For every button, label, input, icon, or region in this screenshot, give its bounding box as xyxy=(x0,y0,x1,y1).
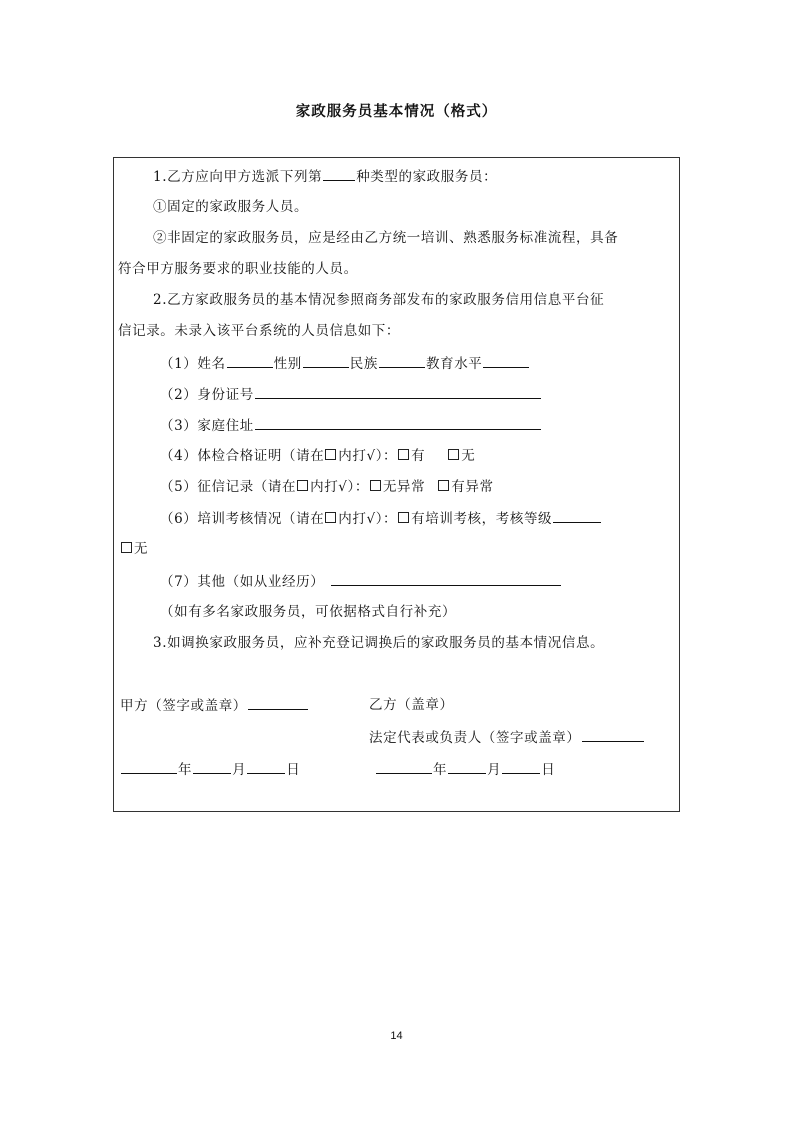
training-label: （6）培训考核情况（请在 xyxy=(160,511,325,527)
month-label: 月 xyxy=(487,762,502,778)
party-b-date xyxy=(375,759,555,780)
credit-normal-label: 无异常 xyxy=(382,479,426,495)
party-a-day-field[interactable] xyxy=(247,759,285,774)
year-label: 年 xyxy=(433,762,448,778)
health-label-suffix: 内打√）： xyxy=(338,448,398,464)
legal-rep-signature xyxy=(369,727,645,748)
credit-abnormal-checkbox[interactable] xyxy=(438,480,449,491)
line-training xyxy=(160,508,602,529)
training-yes-label: 有培训考核，考核等级 xyxy=(411,511,553,527)
name-label: （1）姓名 xyxy=(160,356,226,372)
line-note: （如有多名家政服务员，可依据格式自行补充） xyxy=(160,604,457,620)
health-label: （4）体检合格证明（请在 xyxy=(160,448,325,464)
credit-label-suffix: 内打√）： xyxy=(310,479,369,495)
party-a-signature xyxy=(120,695,309,716)
party-a-date xyxy=(120,759,300,780)
health-yes-label: 有 xyxy=(411,448,426,464)
id-label: （2）身份证号 xyxy=(160,387,254,403)
party-b-month-field[interactable] xyxy=(448,759,486,774)
line-nonfixed: ②非固定的家政服务员，应是经由乙方统一培训、熟悉服务标准流程，具备 xyxy=(153,230,619,246)
health-no-checkbox[interactable] xyxy=(448,449,459,460)
line-credit-cont: 信记录。未录入该平台系统的人员信息如下： xyxy=(118,323,400,339)
party-a-year-field[interactable] xyxy=(121,759,177,774)
line-nonfixed-cont: 符合甲方服务要求的职业技能的人员。 xyxy=(118,261,358,277)
legal-rep-field[interactable] xyxy=(582,727,644,742)
training-no-label: 无 xyxy=(134,541,149,557)
party-a-label: 甲方（签字或盖章） xyxy=(120,698,247,714)
training-grade-field[interactable] xyxy=(553,508,601,523)
line-replace: 3.如调换家政服务员，应补充登记调换后的家政服务员的基本情况信息。 xyxy=(153,635,605,651)
training-yes-checkbox[interactable] xyxy=(398,512,409,523)
party-b-day-field[interactable] xyxy=(502,759,540,774)
line-service-type xyxy=(153,166,497,187)
party-a-field[interactable] xyxy=(248,695,308,710)
checkbox-symbol xyxy=(325,449,336,460)
training-no-checkbox[interactable] xyxy=(121,542,132,553)
type-blank[interactable] xyxy=(323,166,355,181)
checkbox-symbol xyxy=(325,512,336,523)
credit-normal-checkbox[interactable] xyxy=(370,480,381,491)
legal-rep-label: 法定代表或负责人（签字或盖章） xyxy=(369,730,581,746)
type-label-suffix: 种类型的家政服务员： xyxy=(356,169,498,185)
line-credit-record xyxy=(160,477,494,497)
line-training-none xyxy=(120,539,148,559)
gender-label: 性别 xyxy=(273,356,302,372)
line-address xyxy=(160,415,542,436)
other-label: （7）其他（如从业经历） xyxy=(160,574,325,590)
gender-field[interactable] xyxy=(303,353,349,368)
line-fixed: ①固定的家政服务人员。 xyxy=(153,199,309,215)
party-b-year-field[interactable] xyxy=(376,759,432,774)
year-label: 年 xyxy=(178,762,193,778)
education-field[interactable] xyxy=(483,353,529,368)
party-a-month-field[interactable] xyxy=(193,759,231,774)
name-field[interactable] xyxy=(227,353,273,368)
training-label-suffix: 内打√）： xyxy=(338,511,398,527)
credit-label: （5）征信记录（请在 xyxy=(160,479,297,495)
address-label: （3）家庭住址 xyxy=(160,418,254,434)
address-field[interactable] xyxy=(255,415,541,430)
line-credit: 2.乙方家政服务员的基本情况参照商务部发布的家政服务信用信息平台征 xyxy=(153,292,605,308)
id-field[interactable] xyxy=(255,384,541,399)
health-yes-checkbox[interactable] xyxy=(398,449,409,460)
ethnic-field[interactable] xyxy=(379,353,425,368)
health-no-label: 无 xyxy=(461,448,476,464)
credit-abnormal-label: 有异常 xyxy=(451,479,494,495)
line-other xyxy=(160,571,562,592)
line-basic-info xyxy=(160,353,530,374)
day-label: 日 xyxy=(541,762,556,778)
line-health xyxy=(160,446,475,466)
education-label: 教育水平 xyxy=(426,356,483,372)
checkbox-symbol xyxy=(297,480,308,491)
ethnic-label: 民族 xyxy=(349,356,378,372)
party-b-label: 乙方（盖章） xyxy=(369,697,454,713)
type-label: 1.乙方应向甲方选派下列第 xyxy=(153,169,323,185)
day-label: 日 xyxy=(286,762,301,778)
page-number: 14 xyxy=(390,1030,403,1042)
other-field[interactable] xyxy=(331,571,561,586)
month-label: 月 xyxy=(232,762,247,778)
line-id xyxy=(160,384,542,405)
document-title: 家政服务员基本情况（格式） xyxy=(295,104,498,120)
